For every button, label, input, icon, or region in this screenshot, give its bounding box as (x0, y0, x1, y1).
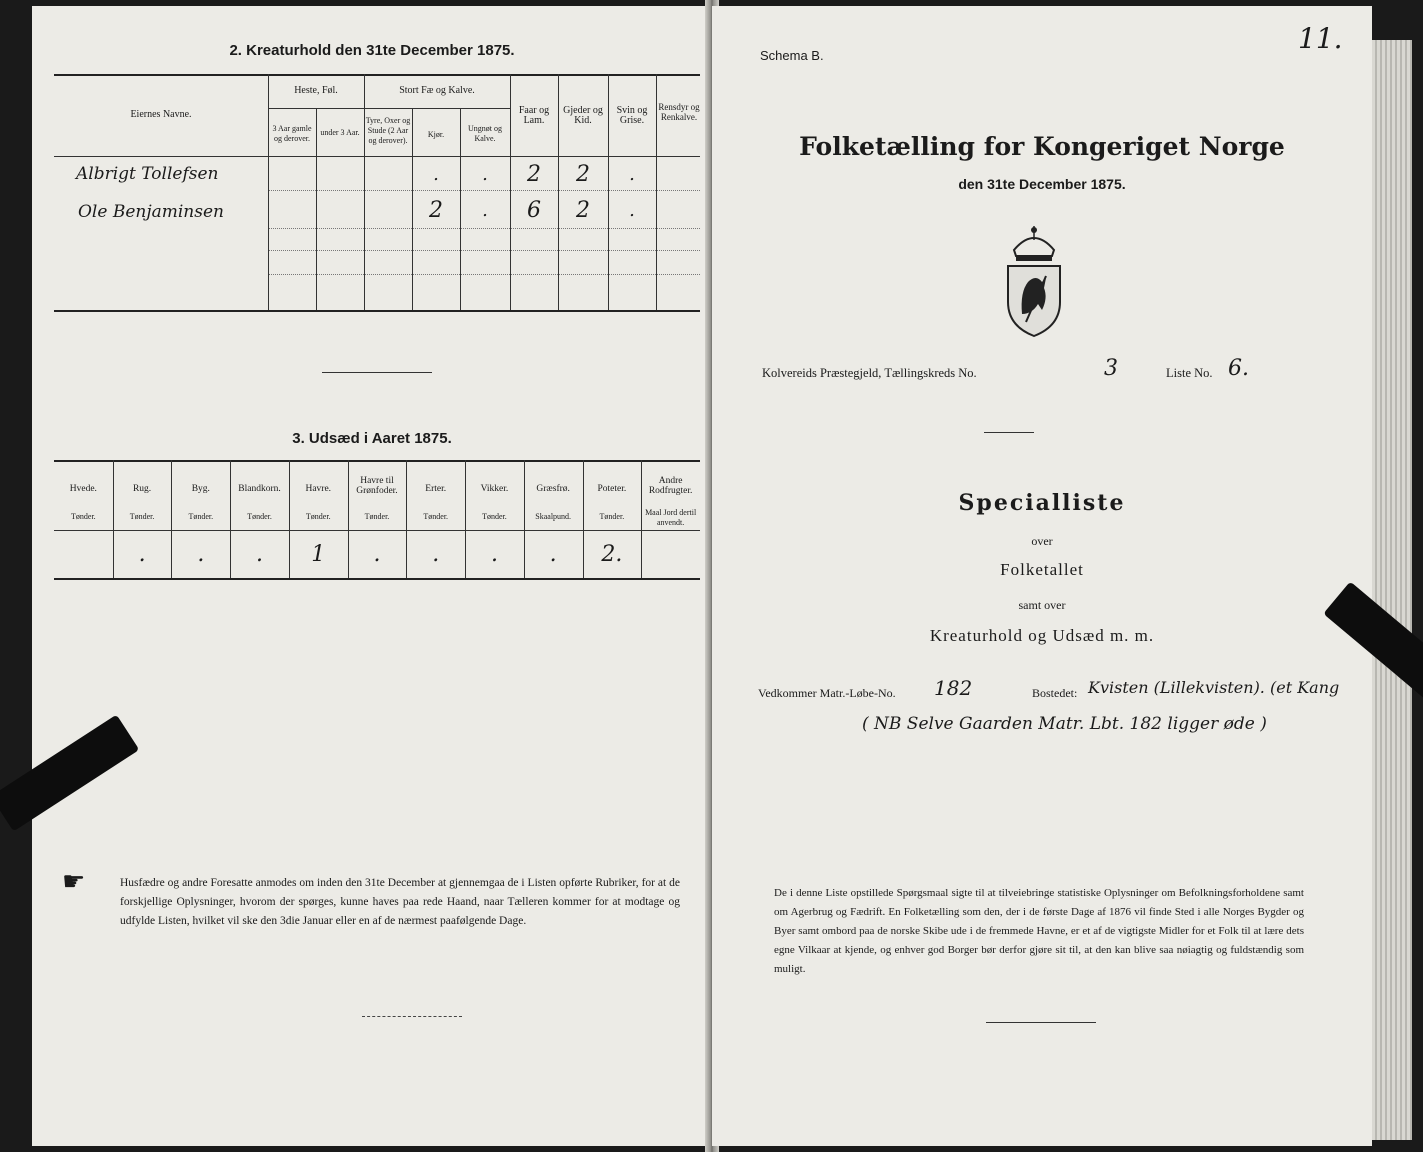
ungnot-2: . (482, 200, 488, 221)
col-line (364, 74, 365, 310)
row-rule-2 (268, 228, 700, 229)
matr-number: 182 (934, 676, 973, 700)
purpose-paragraph: De i denne Liste opstillede Spørgsmaal sigte til at tilveiebringe statistiske Oplysninger om Befolkningsforholdene samt om Agerbrug og Fædrift. En Folketælling som den, der i de første Dage af 1876 vil finde Sted i alle Norges Bygder og Byer samt ombord paa de norske Skibe ude i de fremmede Havne, er et af de vigtigste Midler for et Folk til at lære dets egne Vilkaar at kjende, og enhver god Borger bør derfor gjøre sit til, at den kan blive saa nøiagtig og fuldstændig som muligt. (774, 887, 1304, 975)
crop-unit: Maal Jord dertil anvendt. (645, 508, 697, 527)
right-page (712, 6, 1372, 1146)
horses-sub2: under 3 Aar. (320, 128, 360, 137)
page-edges (1372, 40, 1412, 1140)
divider (322, 372, 432, 373)
notice-text: Husfædre og andre Foresatte anmodes om inden den 31te December at gjennemgaa de i Listen opførte Rubriker, for at de forskjellige Oplysninger, hvorom der spørges, kunne haves paa rede Haand, naar Tælleren kommer for at modtage og udfylde Listen, hvilket vil ske den 3die Januar eller en af de nærmest paafølgende Dage. (120, 877, 680, 927)
faar-1: 2 (527, 162, 541, 187)
crop-value: . (373, 542, 381, 567)
svin-1: . (629, 164, 635, 185)
crop-header: Erter. (425, 484, 447, 494)
section3-title: 3. Udsæd i Aaret 1875. (292, 430, 452, 447)
handwritten-note: ( NB Selve Gaarden Matr. Lbt. 182 ligger øde ) (862, 714, 1267, 734)
owner-name-1: Albrigt Tollefsen (76, 164, 219, 184)
row-rule-1 (268, 190, 700, 191)
cattle-sub3: Ungnøt og Kalve. (468, 124, 502, 143)
crop-header: Havre. (305, 484, 332, 494)
schema-label: Schema B. (760, 48, 824, 63)
ungnot-1: . (482, 164, 488, 185)
section2-title: 2. Kreaturhold den 31te December 1875. (229, 42, 515, 59)
kjor-1: . (433, 164, 439, 185)
crop-unit: Tønder. (305, 512, 331, 521)
pigs-header: Svin og Grise. (616, 105, 648, 126)
cattle-sub2: Kjør. (427, 130, 445, 139)
crop-unit: Tønder. (247, 512, 272, 521)
crop-value: . (549, 542, 557, 567)
crop-value: 1 (311, 542, 326, 567)
table2-header-rule (54, 156, 700, 157)
table3-header-rule (54, 530, 700, 531)
main-title: Folketælling for Kongeriget Norge (799, 132, 1285, 161)
crop-unit: Tønder. (482, 512, 507, 521)
crop-unit: Tønder. (423, 512, 449, 521)
crop-header: Rug. (132, 484, 152, 494)
crop-header: Vikker. (480, 484, 509, 494)
page-number: 11. (1298, 22, 1343, 55)
cattle-sub-rule (364, 108, 510, 109)
bosted-label: Bostedet: (1032, 686, 1078, 700)
district-label: Kolvereids Præstegjeld, Tællingskreds No. (762, 366, 977, 380)
crop-value: 2. (601, 542, 623, 567)
goats-header: Gjeder og Kid. (563, 105, 603, 126)
gjeder-1: 2 (576, 162, 590, 187)
crop-value: . (256, 542, 264, 567)
matr-label: Vedkommer Matr.-Løbe-No. (758, 686, 896, 700)
over-text: over (1031, 534, 1053, 548)
crop-value: . (138, 542, 146, 567)
crop-header: Blandkorn. (238, 484, 281, 494)
list-number: 6. (1228, 356, 1249, 381)
sheep-header: Faar og Lam. (518, 105, 550, 126)
livestock-text: Kreaturhold og Udsæd m. m. (929, 626, 1155, 645)
cattle-header: Stort Fæ og Kalve. (399, 85, 475, 96)
crop-header: Byg. (191, 484, 210, 494)
crop-value: . (432, 542, 440, 567)
bosted-value: Kvisten (Lillekvisten). (et Kang (1088, 678, 1340, 697)
census-date: den 31te December 1875. (958, 176, 1126, 192)
district-number: 3 (1104, 356, 1118, 381)
owner-name-2: Ole Benjaminsen (78, 202, 224, 222)
crop-unit: Tønder. (364, 512, 390, 521)
svin-2: . (629, 200, 635, 221)
left-page (32, 6, 712, 1146)
crop-header: Havre til Grønfoder. (356, 476, 398, 496)
footer-rule (986, 1022, 1096, 1023)
faar-2: 6 (527, 198, 541, 223)
table2-top-rule (54, 74, 700, 76)
crop-unit: Tønder. (188, 512, 214, 521)
col-line (268, 74, 269, 310)
crop-unit: Skaalpund. (535, 512, 572, 521)
table3-top-rule (54, 460, 700, 462)
horses-header: Heste, Føl. (294, 85, 338, 96)
crop-header: Andre Rodfrugter. (648, 476, 693, 496)
population-text: Folketallet (1000, 560, 1084, 579)
col-line (316, 108, 317, 310)
norway-coat-of-arms-icon (1002, 222, 1066, 340)
reindeer-header: Rensdyr og Renkalve. (658, 102, 700, 122)
samt-over-text: samt over (1018, 598, 1066, 612)
crop-value: . (490, 542, 498, 567)
table3-bottom-rule (54, 578, 700, 580)
row-rule-4 (268, 274, 700, 275)
crop-value: . (197, 542, 205, 567)
divider (984, 432, 1034, 433)
crop-unit: Tønder. (599, 512, 625, 521)
footer-rule (362, 1016, 462, 1017)
crop-unit: Tønder. (129, 512, 155, 521)
crop-header: Poteter. (597, 484, 627, 494)
table2-bottom-rule (54, 310, 700, 312)
special-list-title: Specialliste (958, 490, 1126, 516)
owner-header: Eiernes Navne. (130, 109, 192, 120)
crop-header: Hvede. (69, 484, 97, 494)
cattle-sub1: Tyre, Oxer og Stude (2 Aar og derover). (365, 116, 411, 145)
gjeder-2: 2 (576, 198, 590, 223)
crop-unit: Tønder. (71, 512, 96, 521)
kjor-2: 2 (429, 198, 443, 223)
list-label: Liste No. (1166, 366, 1213, 380)
horses-sub1: 3 Aar gamle og derover. (272, 124, 312, 143)
row-rule-3 (268, 250, 700, 251)
crop-header: Græsfrø. (536, 484, 570, 494)
pointing-hand-icon: ☛ (62, 867, 86, 896)
